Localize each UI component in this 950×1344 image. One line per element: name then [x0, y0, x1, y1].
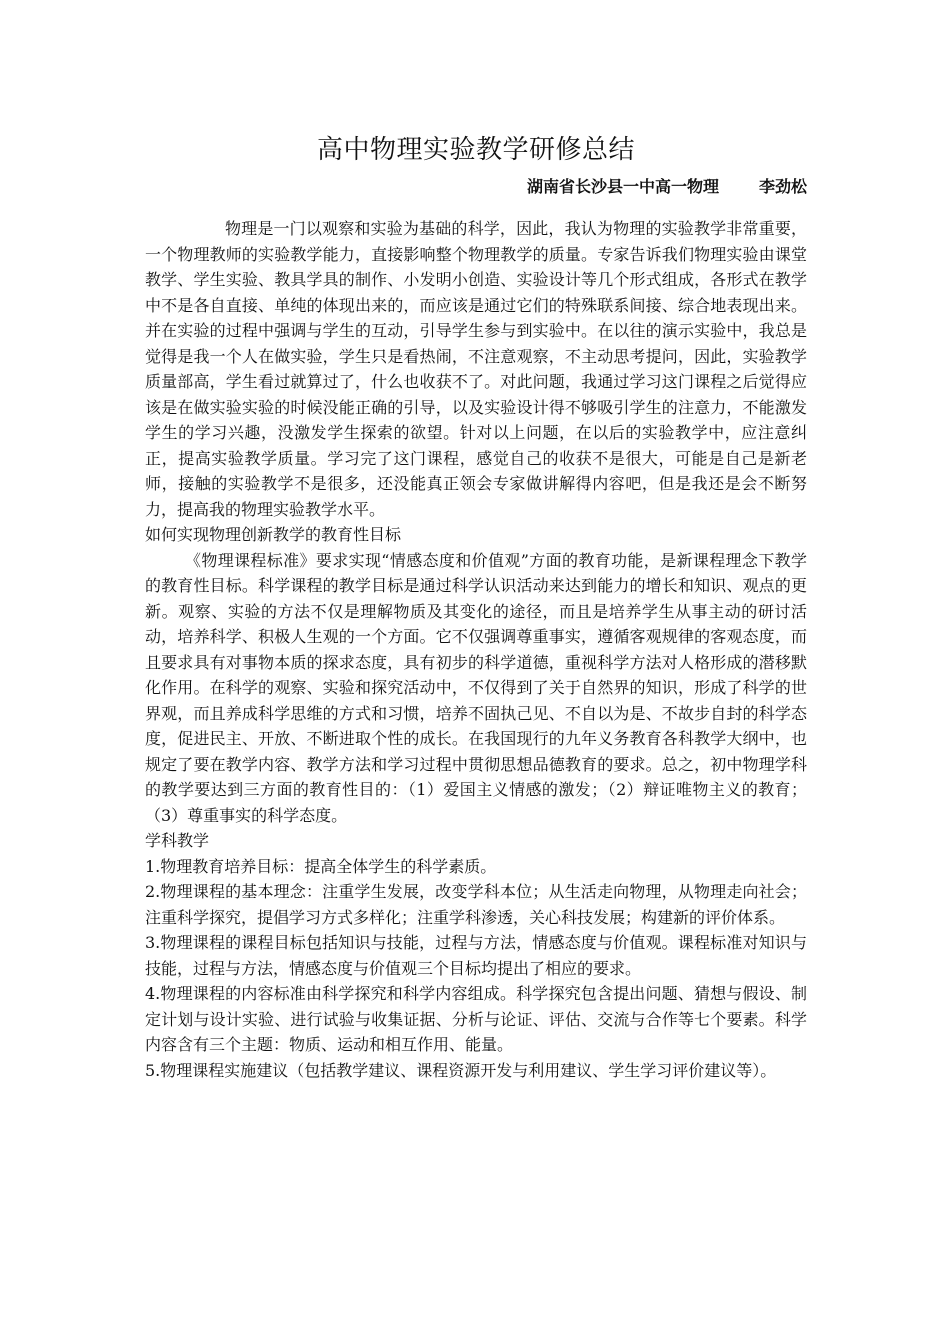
author-organization: 湖南省长沙县一中高一物理 — [526, 177, 719, 196]
list-item: 3.物理课程的课程目标包括知识与技能，过程与方法，情感态度与价值观。课程标准对知识与技能，过程与方法，情感态度与价值观三个目标均提出了相应的要求。 — [145, 933, 807, 978]
document-page — [145, 130, 807, 1083]
intro-paragraph: 物理是一门以观察和实验为基础的科学，因此，我认为物理的实验教学非常重要，一个物理教师的实验教学能力，直接影响整个物理教学的质量。专家告诉我们物理实验由课堂教学、学生实验、教具学具的制作、小发明小创造、实验设计等几个形式组成，各形式在教学中不是各自直接、单纯的体现出来的，而应该是通过它们的特殊联系间接、综合地表现出来。并在实验的过程中强调与学生的互动，引导学生参与到实验中。在以往的演示实验中，我总是觉得是我一个人在做实验，学生只是看热闹，不注意观察，不主动思考提问，因此，实验教学质量部高，学生看过就算过了，什么也收获不了。对此问题，我通过学习这门课程之后觉得应该是在做实验实验的时候没能正确的引导，以及实验设计得不够吸引学生的注意力，不能激发学生的学习兴趣，没激发学生探索的欲望。针对以上问题，在以后的实验教学中，应注意纠正，提高实验教学质量。学习完了这门课程，感觉自己的收获不是很大，可能是自己是新老师，接触的实验教学不是很多，还没能真正领会专家做讲解得内容吧，但是我还是会不断努力，提高我的物理实验教学水平。 — [145, 219, 807, 519]
document-title: 高中物理实验教学研修总结 — [316, 135, 635, 165]
list-item: 4.物理课程的内容标准由科学探究和科学内容组成。科学探究包含提出问题、猜想与假设、制定计划与设计实验、进行试验与收集证据、分析与论证、评估、交流与合作等七个要素。科学内容含有三个主题：物质、运动和相互作用、能量。 — [145, 984, 807, 1054]
author-line — [145, 172, 807, 202]
section-heading-subject-teaching: 学科教学 — [145, 831, 210, 850]
list-item: 5.物理课程实施建议（包括教学建议、课程资源开发与利用建议、学生学习评价建议等）。 — [145, 1060, 777, 1080]
section-heading-innovation: 如何实现物理创新教学的教育性目标 — [145, 525, 402, 544]
list-item: 2.物理课程的基本理念：注重学生发展，改变学科本位；从生活走向物理，从物理走向社会；注重科学探究，提倡学习方式多样化；注重学科渗透，关心科技发展；构建新的评价体系。 — [145, 882, 807, 927]
section-paragraph-innovation: 《物理课程标准》要求实现“情感态度和价值观”方面的教育功能，是新课程理念下教学的教育性目标。科学课程的教学目标是通过科学认识活动来达到能力的增长和知识、观点的更新。观察、实验的方法不仅是理解物质及其变化的途径，而且是培养学生从事主动的研讨活动，培养科学、积极人生观的一个方面。它不仅强调尊重事实，遵循客观规律的客观态度，而且要求具有对事物本质的探求态度，具有初步的科学道德，重视科学方法对人格形成的潜移默化作用。在科学的观察、实验和探究活动中，不仅得到了关于自然界的知识，形成了科学的世界观，而且养成科学思维的方式和习惯，培养不固执己见、不自以为是、不故步自封的科学态度，促进民主、开放、不断进取个性的成长。在我国现行的九年义务教育各科教学大纲中，也规定了要在教学内容、教学方法和学习过程中贯彻思想品德教育的要求。总之，初中物理学科的教学要达到三方面的教育性目的：（1）爱国主义情感的激发；（2）辩证唯物主义的教育；（3）尊重事实的科学态度。 — [145, 550, 807, 825]
list-item: 1.物理教育培养目标：提高全体学生的科学素质。 — [145, 856, 497, 876]
author-name: 李劲松 — [758, 177, 807, 196]
